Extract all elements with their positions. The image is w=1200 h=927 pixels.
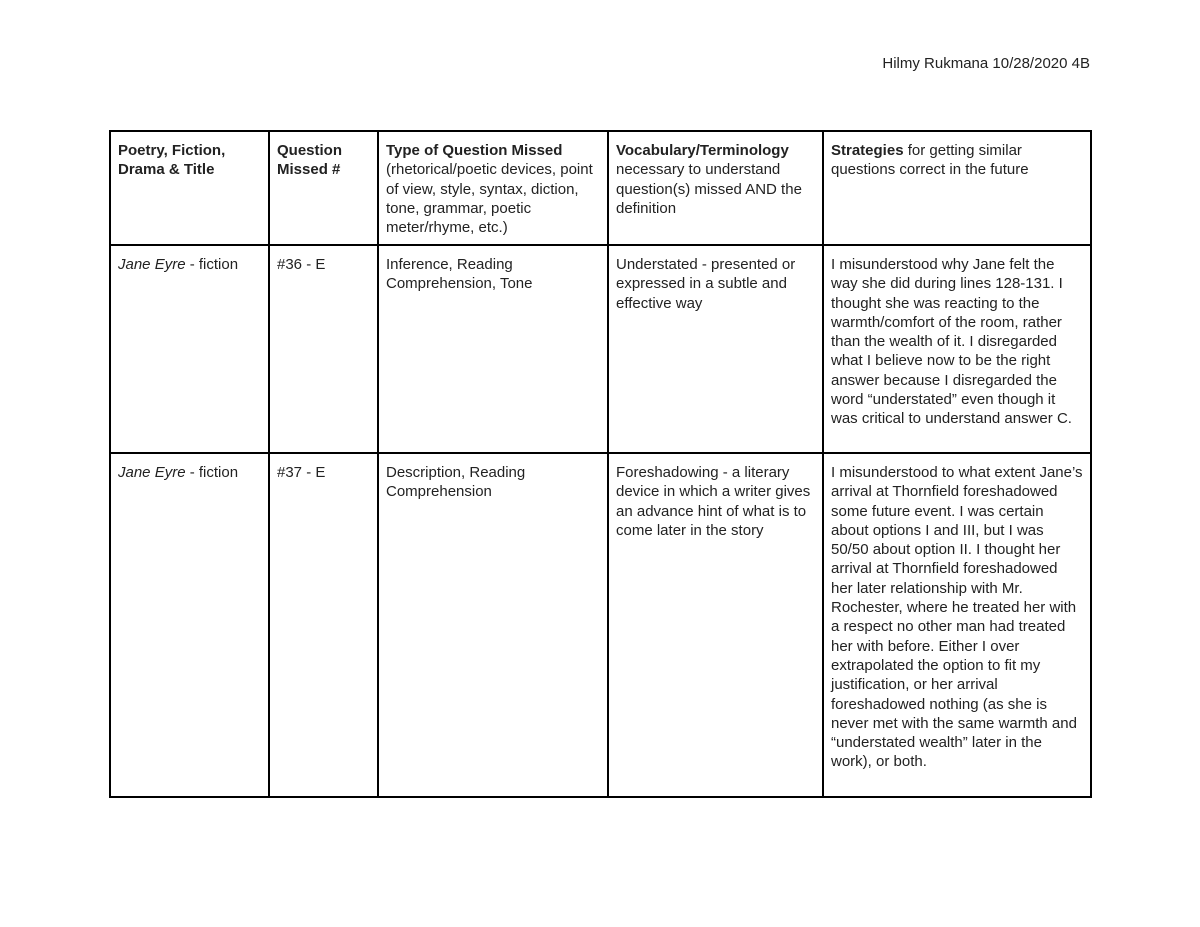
cell-type: Inference, Reading Comprehension, Tone [378, 245, 608, 453]
cell-type: Description, Reading Comprehension [378, 453, 608, 797]
author-date-line: Hilmy Rukmana 10/28/2020 4B [882, 55, 1090, 72]
column-header-question: Question Missed # [269, 131, 378, 245]
cell-vocabulary: Foreshadowing - a literary device in which a writer gives an advance hint of what is to come later in the story [608, 453, 823, 797]
table-header-row [110, 131, 1091, 245]
cell-strategy: I misunderstood why Jane felt the way she did during lines 128-131. I thought she was reacting to the warmth/comfort of the room, rather than the wealth of it. I disregarded what I believe now to be the right answer because I disregarded the word “understated” even though it was critical to understand answer C. [823, 245, 1091, 453]
cell-question: #37 - E [269, 453, 378, 797]
cell-strategy: I misunderstood to what extent Jane’s arrival at Thornfield foreshadowed some future event. I was certain about options I and III, but I was 50/50 about option II. I thought her arrival at Thornfield foreshadowed her later relationship with Mr. Rochester, where he treated her with a respect no other man had treated her with before. Either I over extrapolated the option to fit my justification, or her arrival foreshadowed nothing (as she is never met with the same warmth and “understated wealth” later in the work), or both. [823, 453, 1091, 797]
missed-questions-table [109, 130, 1092, 798]
column-header-type: Type of Question Missed (rhetorical/poetic devices, point of view, style, syntax, diction, tone, grammar, poetic meter/rhyme, etc.) [378, 131, 608, 245]
table-row [110, 453, 1091, 797]
cell-title: Jane Eyre - fiction [110, 453, 269, 797]
cell-question: #36 - E [269, 245, 378, 453]
column-header-vocabulary: Vocabulary/Terminology necessary to understand question(s) missed AND the definition [608, 131, 823, 245]
cell-title: Jane Eyre - fiction [110, 245, 269, 453]
column-header-strategies: Strategies for getting similar questions correct in the future [823, 131, 1091, 245]
cell-vocabulary: Understated - presented or expressed in a subtle and effective way [608, 245, 823, 453]
column-header-title: Poetry, Fiction, Drama & Title [110, 131, 269, 245]
table-row [110, 245, 1091, 453]
